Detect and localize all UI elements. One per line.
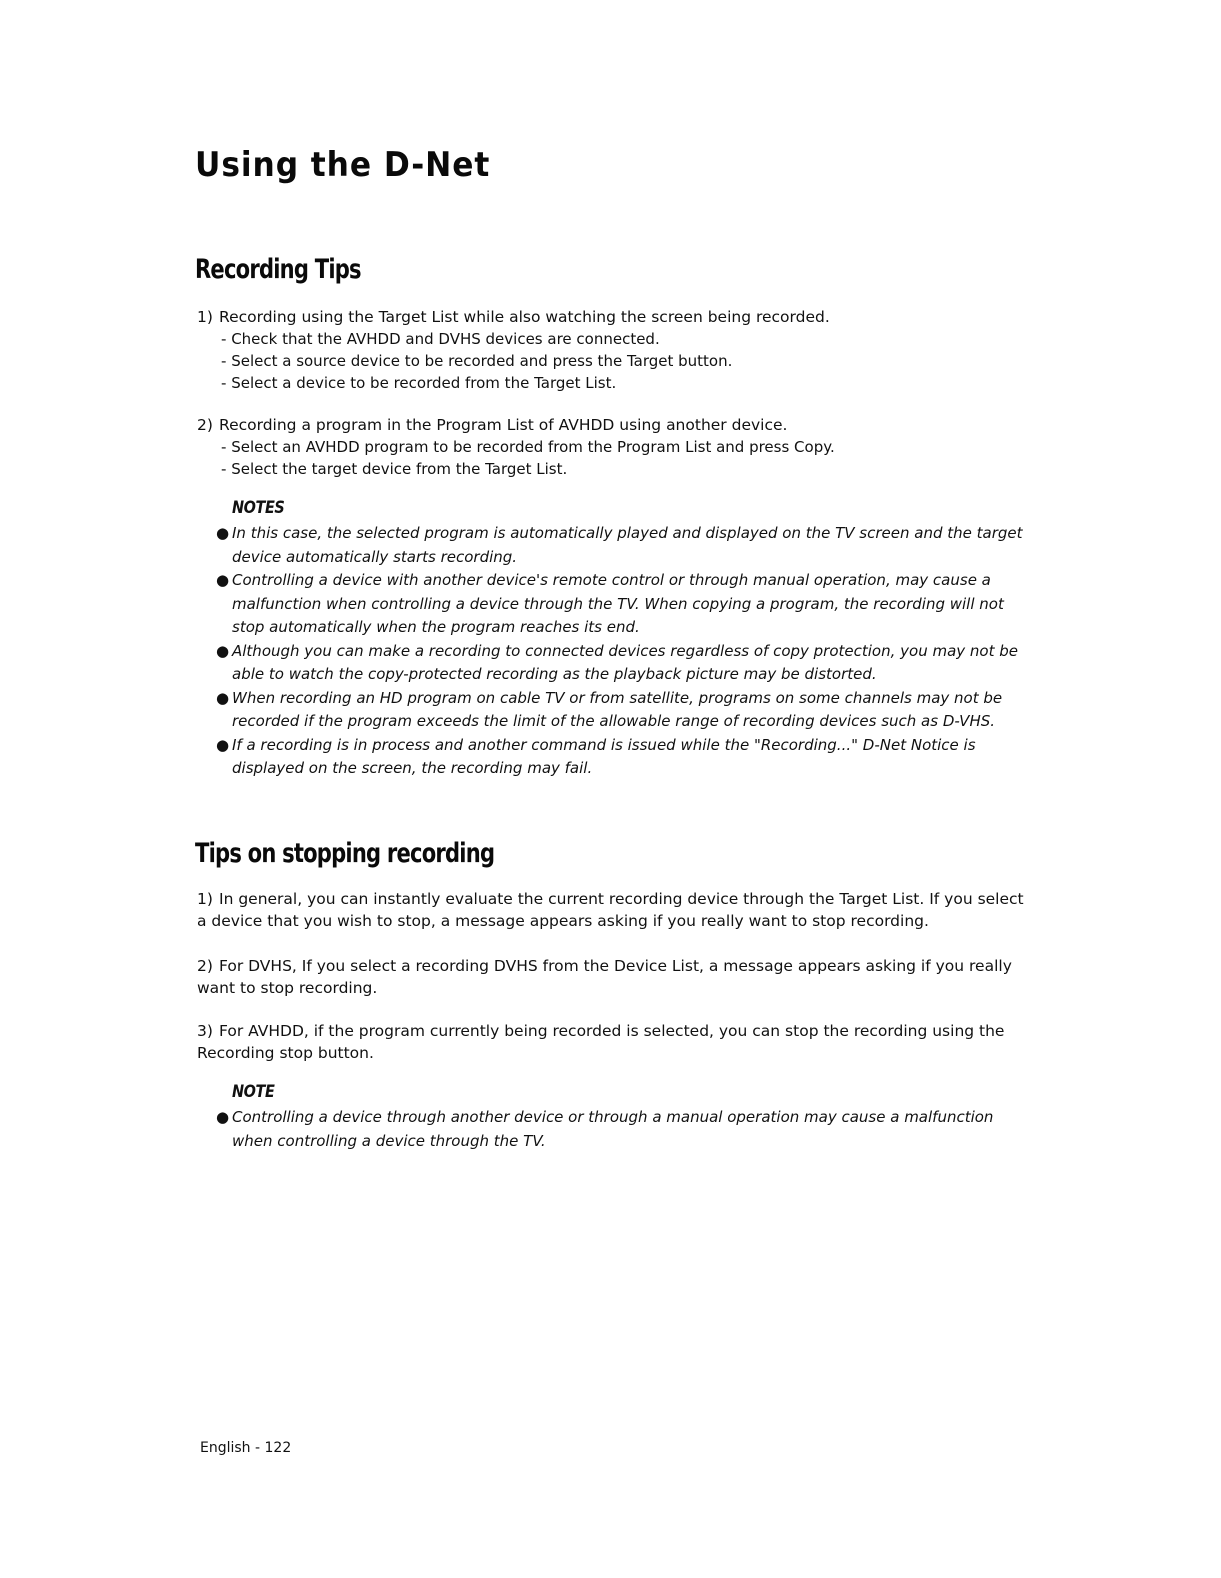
step-text: In general, you can instantly evaluate the current recording device through the Target List. If you select a device that you wish to stop, a message appears asking if you really want to stop recording.	[197, 890, 1024, 930]
substep-list	[221, 328, 732, 394]
bullet-icon: ●	[216, 571, 230, 589]
note-text: When recording an HD program on cable TV or from satellite, programs on some channels may not be recorded if the program exceeds the limit of the allowable range of recording devices such as D-VHS.	[232, 688, 1003, 730]
page-footer: English - 122	[200, 1440, 292, 1456]
note-text: Controlling a device through another device or through a manual operation may cause a malfunction when controlling a device through the TV.	[232, 1108, 994, 1150]
substep-item: - Select a device to be recorded from the Target List.	[221, 372, 732, 394]
substep-item: - Select the target device from the Target List.	[221, 458, 835, 480]
step-item	[197, 414, 787, 436]
substep-list	[221, 436, 835, 480]
notes-label: NOTES	[232, 498, 285, 518]
step-number: 3)	[197, 1022, 213, 1040]
substep-item: - Select an AVHDD program to be recorded from the Program List and press Copy.	[221, 436, 835, 458]
note-label: NOTE	[232, 1082, 275, 1102]
note-text: Although you can make a recording to connected devices regardless of copy protection, you may not be able to watch the copy-protected recording as the playback picture may be distorted.	[232, 641, 1019, 683]
note-text: Controlling a device with another device's remote control or through manual operation, may cause a malfunction when controlling a device through the TV. When copying a program, the recording will not stop automatically when the program reaches its end.	[232, 571, 1004, 636]
bullet-icon: ●	[216, 524, 230, 542]
step-item	[197, 306, 830, 328]
step-number: 2)	[197, 957, 213, 975]
page-title: Using the D-Net	[195, 145, 491, 185]
step-text: For DVHS, If you select a recording DVHS from the Device List, a message appears asking if you really want to stop recording.	[197, 957, 1012, 997]
step-text: Recording using the Target List while also watching the screen being recorded.	[219, 308, 830, 326]
note-text: If a recording is in process and another command is issued while the "Recording..." D-Net Notice is displayed on the screen, the recording may fail.	[232, 735, 976, 777]
note-item	[216, 734, 1036, 781]
step-item	[197, 955, 1037, 999]
step-number: 1)	[197, 308, 213, 326]
note-item	[216, 640, 1036, 687]
step-item	[197, 888, 1037, 932]
step-number: 2)	[197, 416, 213, 434]
step-text: Recording a program in the Program List of AVHDD using another device.	[219, 416, 788, 434]
note-text: In this case, the selected program is automatically played and displayed on the TV screen and the target device automatically starts recording.	[232, 524, 1023, 566]
note-item	[216, 1106, 1036, 1153]
substep-item: - Select a source device to be recorded and press the Target button.	[221, 350, 732, 372]
bullet-icon: ●	[216, 641, 230, 660]
note-item	[216, 522, 1036, 569]
section-title-tips-on-stopping-recording: Tips on stopping recording	[195, 838, 495, 869]
step-item	[197, 1020, 1037, 1064]
step-text: For AVHDD, if the program currently being recorded is selected, you can stop the recording using the Recording stop button.	[197, 1022, 1005, 1062]
notes-list	[216, 522, 1036, 781]
notes-list	[216, 1106, 1036, 1153]
note-item	[216, 687, 1036, 734]
bullet-icon: ●	[216, 735, 230, 754]
bullet-icon: ●	[216, 1108, 230, 1126]
bullet-icon: ●	[216, 688, 230, 707]
substep-item: - Check that the AVHDD and DVHS devices are connected.	[221, 328, 732, 350]
step-number: 1)	[197, 890, 213, 908]
section-title-recording-tips: Recording Tips	[195, 254, 361, 285]
note-item	[216, 569, 1036, 640]
